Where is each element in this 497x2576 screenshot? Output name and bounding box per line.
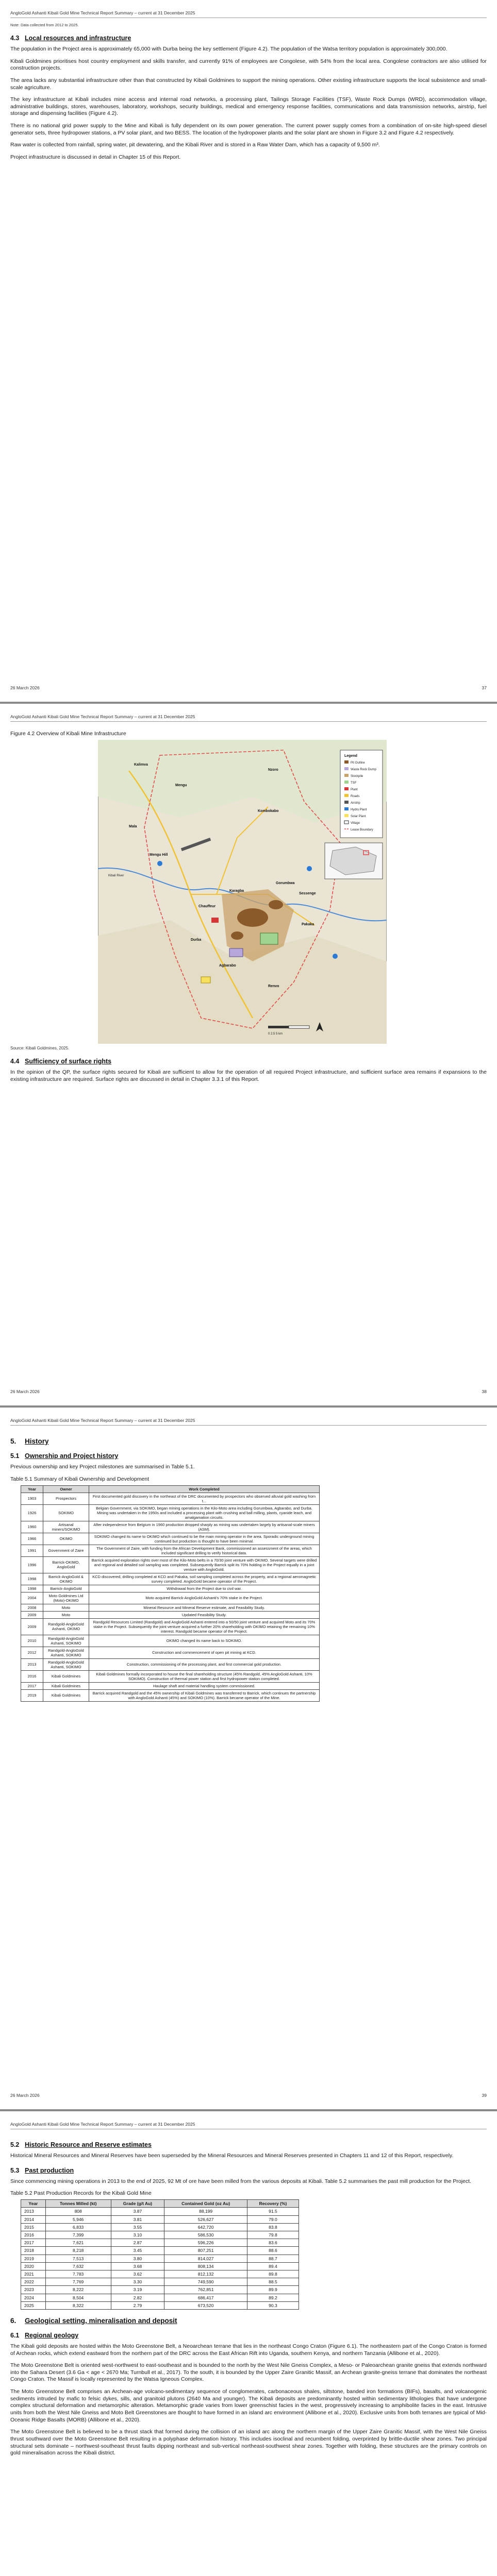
table-cell: 7,632	[45, 2262, 111, 2270]
table-cell: 3.30	[111, 2278, 164, 2286]
table-cell: Moto Goldmines Ltd (Moto)-OKIMO	[43, 1592, 89, 1604]
table-row	[21, 2262, 299, 2270]
table-cell: Moto	[43, 1604, 89, 1611]
table-row	[21, 2270, 299, 2278]
map-label: Durba	[191, 938, 202, 942]
paragraph: Previous ownership and key Project milestones are summarised in Table 5.1.	[10, 1464, 195, 1470]
table-cell: 2018	[21, 2247, 46, 2255]
table-row	[21, 1611, 320, 1618]
table-cell: 2014	[21, 2215, 46, 2223]
ownership-table	[21, 1485, 320, 1702]
table-cell: After independence from Belgium in 1960 production dropped sharply as mining was undertaken largely by artisanal-scale miners (ASM).	[89, 1521, 320, 1533]
legend-swatch	[344, 767, 349, 770]
table-cell: Randgold-AngloGold Ashanti, SOKIMO	[43, 1658, 89, 1670]
legend-item: Pit Outline	[351, 761, 365, 765]
table-cell: 8,322	[45, 2301, 111, 2309]
figure-caption: Figure 4.2 Overview of Kibali Mine Infrastructure	[10, 731, 126, 737]
table-cell: 2009	[21, 1611, 43, 1618]
legend-swatch	[344, 787, 349, 790]
table-cell: 3.87	[111, 2208, 164, 2215]
table-cell: Randgold-AngloGold Ashanti, SOKIMO	[43, 1647, 89, 1658]
table-cell: 2008	[21, 1604, 43, 1611]
chapter-heading-5	[10, 1437, 487, 1445]
chapter-title: History	[25, 1437, 49, 1445]
paragraph: The key infrastructure at Kibali includes mine access and internal road networks, a processing plant, Tailings Storage Facilities (TSF), Waste Rock Dumps (WRD), accommodation village, administrative buildings, stores, warehouses, laboratory, workshops, security buildings, medical and emergency response facilities, communications and data transmission networks, airstrip, fuel storage and dispensing facilities (Figure 4.2).	[10, 96, 487, 117]
section-title: Past production	[25, 2166, 74, 2174]
page-content	[10, 23, 487, 166]
table-row	[21, 2301, 299, 2309]
section-heading-5-2	[10, 2141, 487, 2148]
table-cell: 91.5	[247, 2208, 299, 2215]
section-title: Ownership and Project history	[25, 1452, 119, 1460]
page-header: AngloGold Ashanti Kibali Gold Mine Technical Report Summary – current at 31 December 2025	[10, 10, 195, 15]
table-cell: Randgold-AngloGold Ashanti, SOKIMO	[43, 1635, 89, 1647]
paragraph: Kibali Goldmines prioritises host country employment and skills transfer, and currently 91% of employees are Congolese, with 54% from the local area. Congolese contractors are also utilised for construction projects.	[10, 58, 487, 72]
page-number: 39	[482, 2093, 487, 2098]
table-cell: 673,520	[164, 2301, 247, 2309]
legend-swatch	[344, 760, 349, 764]
map-label: Nzoro	[268, 768, 278, 772]
table-cell: SOKIMO changed its name to OKIMO which continued to be the main mining operator in the area. Sporadic underground mining continued but production is thought to have been minimal.	[89, 1533, 320, 1545]
table-cell: 3.10	[111, 2231, 164, 2239]
table-cell: Construction and commencement of open pit mining at KCD.	[89, 1647, 320, 1658]
map-label: Mengu Hill	[150, 853, 168, 857]
column-header: Recovery (%)	[247, 2200, 299, 2208]
table-row	[21, 1533, 320, 1545]
legend-item: TSF	[351, 782, 357, 785]
map-label: Mengu	[175, 784, 187, 787]
table-cell: Randgold Resources Limited (Randgold) and AngloGold Ashanti entered into a 50/50 joint venture and acquired Moto and its 70% stake in the Project. Subsequently the joint venture acquired a further 20% shareholding with OKIMO retaining the remaining 10% interest. Randgold became operator of the Project.	[89, 1618, 320, 1635]
table-cell: 2024	[21, 2294, 46, 2301]
pit-outline	[237, 908, 268, 927]
table-cell: Kibali Goldmines	[43, 1670, 89, 1682]
table-row	[21, 1604, 320, 1611]
table-row	[21, 1592, 320, 1604]
legend-swatch	[344, 781, 349, 784]
table-row	[21, 1585, 320, 1592]
table-cell: Construction, commissioning of the processing plant, and first commercial gold production.	[89, 1658, 320, 1670]
table-header-row	[21, 1485, 320, 1493]
section-number: 4.3	[10, 35, 20, 42]
production-table	[21, 2199, 299, 2310]
table-cell: SOKIMO	[43, 1504, 89, 1521]
table-cell: 3.45	[111, 2247, 164, 2255]
map-label: Renvo	[268, 985, 279, 988]
table-cell: 8,222	[45, 2286, 111, 2294]
table-row	[21, 1647, 320, 1658]
table-cell: Haulage shaft and material handling system commissioned.	[89, 1682, 320, 1689]
table-row	[21, 2231, 299, 2239]
map-label: Kalimva	[134, 763, 148, 767]
table-cell: 88.5	[247, 2278, 299, 2286]
legend-item: Roads	[351, 795, 360, 798]
ownership-table-body	[21, 1493, 320, 1701]
table-row	[21, 2278, 299, 2286]
hydro-plant	[307, 866, 312, 871]
table-cell: 1903	[21, 1493, 43, 1504]
table-cell: Artisanal miners/SOKIMO	[43, 1521, 89, 1533]
column-header: Year	[21, 1485, 43, 1493]
section-heading-5-1	[10, 1452, 487, 1460]
table-cell: 79.0	[247, 2215, 299, 2223]
table-cell: Withdrawal from the Project due to civil war.	[89, 1585, 320, 1592]
table-cell: 89.9	[247, 2286, 299, 2294]
table-cell: 2.79	[111, 2301, 164, 2309]
table-cell: 3.19	[111, 2286, 164, 2294]
table-row	[21, 1504, 320, 1521]
table-cell: Barrick acquired Randgold and the 45% ownership of Kibali Goldmines was transferred to Barrick, which continues the partnership with AngloGold Ashanti (45%) and SOKIMO (10%). Barrick became operator of the Mine.	[89, 1689, 320, 1701]
table-cell: 6,833	[45, 2223, 111, 2231]
legend-swatch	[344, 814, 349, 817]
chapter-title: Geological setting, mineralisation and deposit	[25, 2316, 177, 2325]
table-row	[21, 1658, 320, 1670]
table-cell: 7,769	[45, 2278, 111, 2286]
table-cell: 2023	[21, 2286, 46, 2294]
table-cell: Randgold-AngloGold Ashanti, OKIMO	[43, 1618, 89, 1635]
section-title: Sufficiency of surface rights	[25, 1058, 112, 1065]
table-cell: 2004	[21, 1592, 43, 1604]
table-cell: 3.80	[111, 2255, 164, 2262]
header-rule	[10, 1425, 487, 1426]
header-rule	[10, 721, 487, 722]
table-cell: 1998	[21, 1573, 43, 1585]
infrastructure-map	[98, 740, 387, 1044]
legend-item: Waste Rock Dump	[351, 768, 376, 771]
section-number: 5.1	[10, 1452, 20, 1460]
table-cell: 7,621	[45, 2239, 111, 2247]
map-svg	[98, 740, 387, 1044]
paragraph: The population in the Project area is approximately 65,000 with Durba being the key settlement (Figure 4.2). The population of the Watsa territory population is approximately 300,000.	[10, 46, 448, 52]
table-cell: The Government of Zaire, with funding from the African Development Bank, commissioned an assessment of the areas, which included significant drilling to verify historical data.	[89, 1545, 320, 1556]
page-header: AngloGold Ashanti Kibali Gold Mine Technical Report Summary – current at 31 December 2025	[10, 1418, 195, 1423]
table-cell: 749,590	[164, 2278, 247, 2286]
table-cell: Kibali Goldmines	[43, 1689, 89, 1701]
page-header: AngloGold Ashanti Kibali Gold Mine Technical Report Summary – current at 31 December 2025	[10, 714, 195, 719]
table-cell: 1966	[21, 1533, 43, 1545]
table-cell: 812,132	[164, 2270, 247, 2278]
table-row	[21, 1682, 320, 1689]
table-cell: 8,504	[45, 2294, 111, 2301]
report-page-37	[0, 0, 497, 702]
paragraph: The Moto Greenstone Belt is believed to be a thrust stack that formed during the collision of an island arc along the northern margin of the Upper Zaire Granitic Massif, with the West Nile Gneiss thrust southward over the Moto Greenstone Belt resulting in a polyphase deformation history. This includes isoclinal and recumbent folding, overprinted by brittle-ductile shear zones. Two principal structural sets dominate – northwest-southeast thrust faults dipping northeast and sub-vertical northeast-southwest shear zones. Together with folding, these structures are the primary controls on gold mineralisation across the Kibali district.	[10, 2429, 487, 2456]
paragraph: Since commencing mining operations in 2013 to the end of 2025, 92 Mt of ore have been milled from the various deposits at Kibali. Table 5.2 summarises the past mill production for the Project.	[10, 2178, 471, 2184]
map-label: Kibali River	[108, 874, 124, 877]
table-row	[21, 2247, 299, 2255]
table-cell: Government of Zaire	[43, 1545, 89, 1556]
map-label: Agbarabo	[219, 964, 236, 968]
table-cell: 7,399	[45, 2231, 111, 2239]
table-cell: Barrick acquired exploration rights over most of the Kilo-Moto belts in a 70/30 joint venture with OKIMO. Several targets were drilled and regional and detailed soil sampling was completed. Subsequently Barrick split its 70% holding in the Project equally in a joint venture with AngloGold.	[89, 1556, 320, 1573]
table-caption: Table 5.1 Summary of Kibali Ownership and Development	[10, 1476, 150, 1482]
table-cell: 83.8	[247, 2223, 299, 2231]
table-note: Note: Data collected from 2012 to 2025.	[10, 23, 79, 27]
column-header: Owner	[43, 1485, 89, 1493]
table-cell: 7,783	[45, 2270, 111, 2278]
page-number: 38	[482, 1389, 487, 1394]
paragraph: Raw water is collected from rainfall, spring water, pit dewatering, and the Kibali River and is stored in a Raw Water Dam, which has a capacity of 9,500 m³.	[10, 142, 380, 148]
table-cell: Moto acquired Barrick-AngloGold Ashanti's 70% stake in the Project.	[89, 1592, 320, 1604]
report-page-40	[0, 2111, 497, 2576]
page-header: AngloGold Ashanti Kibali Gold Mine Technical Report Summary – current at 31 December 2025	[10, 2122, 195, 2127]
table-cell: Kibali Goldmines	[43, 1682, 89, 1689]
table-cell: 2025	[21, 2301, 46, 2309]
report-page-39	[0, 1408, 497, 2109]
table-row	[21, 2239, 299, 2247]
chapter-heading-6	[10, 2317, 487, 2325]
table-cell: 642,720	[164, 2223, 247, 2231]
table-cell: Barrick-AngloGold	[43, 1585, 89, 1592]
page-content	[10, 1430, 487, 1707]
paragraph: There is no national grid power supply to the Mine and Kibali is fully dependent on its own power generation. The current power supply comes from a combination of on-site high-speed diesel generator sets, three hydropower stations, a PV solar plant, and two BESS. The location of the hydropower plants and the solar plant are shown in Figure 3.2 and Figure 4.2 respectively.	[10, 123, 487, 136]
section-number: 4.4	[10, 1058, 20, 1065]
table-cell: 762,851	[164, 2286, 247, 2294]
hydro-plant	[333, 954, 338, 959]
table-row	[21, 1493, 320, 1504]
table-cell: 808	[45, 2208, 111, 2215]
table-cell: 2017	[21, 2239, 46, 2247]
table-row	[21, 1573, 320, 1585]
processing-plant	[211, 918, 219, 923]
table-cell: 686,417	[164, 2294, 247, 2301]
table-cell: OKIMO	[43, 1533, 89, 1545]
paragraph: The Kibali gold deposits are hosted within the Moto Greenstone Belt, a Neoarchean terrane that lies in the northeast Congo Craton (Figure 6.1). The northeastern part of the Congo Craton is formed of Archean rocks, which extend eastward from the northern part of the DRC across the East African Rift into Uganda, southern Kenya, and northern Tanzania (Allibone et al., 2020).	[10, 2343, 487, 2357]
section-number: 6.1	[10, 2331, 20, 2339]
legend-swatch	[344, 821, 349, 824]
paragraph: Historical Mineral Resources and Mineral Reserves have been superseded by the Mineral Resources and Mineral Reserves presented in Chapters 11 and 12 of this Report, respectively.	[10, 2153, 454, 2159]
table-cell: 2021	[21, 2270, 46, 2278]
table-cell: First documented gold discovery in the northeast of the DRC documented by prospectors who observed alluvial gold washing from t...	[89, 1493, 320, 1504]
table-cell: 526,627	[164, 2215, 247, 2223]
legend-item: Solar Plant	[351, 815, 366, 818]
hydro-plant	[157, 861, 162, 866]
table-cell: 79.8	[247, 2231, 299, 2239]
table-cell: 2016	[21, 2231, 46, 2239]
page-number: 37	[482, 685, 487, 690]
table-cell: Prospectors	[43, 1493, 89, 1504]
table-cell: 2016	[21, 1670, 43, 1682]
table-cell: Updated Feasibility Study.	[89, 1611, 320, 1618]
table-cell: 2.82	[111, 2294, 164, 2301]
footer-date: 26 March 2026	[10, 685, 40, 690]
section-heading-4-3	[10, 35, 487, 42]
column-header: Contained Gold (oz Au)	[164, 2200, 247, 2208]
scale-bar	[289, 1026, 309, 1028]
table-cell: 2020	[21, 2262, 46, 2270]
legend-swatch	[344, 794, 349, 797]
table-cell: 2019	[21, 1689, 43, 1701]
table-cell: 3.62	[111, 2270, 164, 2278]
table-row	[21, 1556, 320, 1573]
section-heading-4-4	[10, 1058, 487, 1065]
table-cell: 814,027	[164, 2255, 247, 2262]
table-row	[21, 2208, 299, 2215]
table-cell: 89.8	[247, 2270, 299, 2278]
table-cell: 88.7	[247, 2255, 299, 2262]
table-row	[21, 2223, 299, 2231]
table-cell: Barrick-AngloGold & OKIMO	[43, 1573, 89, 1585]
figure-source: Source: Kibali Goldmines, 2025.	[10, 1046, 70, 1050]
table-cell: 3.55	[111, 2223, 164, 2231]
table-cell: 586,530	[164, 2231, 247, 2239]
table-cell: 7,513	[45, 2255, 111, 2262]
map-label: Sessenge	[299, 892, 316, 895]
section-heading-6-1	[10, 2332, 487, 2339]
paragraph: In the opinion of the QP, the surface rights secured for Kibali are sufficient to allow for the operation of all required Project infrastructure, and sufficient surface area remains if expansions to the existing infrastructure are required. Surface rights are discussed in detail in Chapter 3.3.1 of this Report.	[10, 1069, 487, 1082]
paragraph: The area lacks any substantial infrastructure other than that constructed by Kibali Goldmines to support the mining operations. Other existing infrastructure supports the local subsistence and small-scale agriculture.	[10, 77, 487, 91]
map-label: Pakaka	[302, 923, 314, 926]
table-cell: Barrick-OKIMO, AngloGold	[43, 1556, 89, 1573]
table-cell: 2010	[21, 1635, 43, 1647]
paragraph: The Moto Greenstone Belt comprises an Archean-age volcano-sedimentary sequence of conglomerates, carbonaceous shales, siltstone, banded iron formations (BIFs), basalts, and volcanogenic sediments intruded by mafic to felsic dykes, sills, and granitoid plutons (2640 Ma and younger). The Kibali deposits are predominantly hosted within sedimentary lithologies that have undergone complex structural deformation and metamorphic alteration. Metamorphic grade varies from lower greenschist facies in the west, progressively increasing to amphibolite facies in the east. Intrusive units from both the West Nile Gneiss and Moto Belt Greenstones are thought to have formed in an island arc environment (Allibone et al., 2020). Exclusive units from both terranes are typical of Mid-Oceanic Ridge Basalts (MORB) (Allibone et al., 2020).	[10, 2388, 487, 2423]
table-header-row	[21, 2200, 299, 2208]
legend-item: Plant	[351, 788, 358, 791]
table-caption: Table 5.2 Past Production Records for the Kibali Gold Mine	[10, 2190, 152, 2197]
table-row	[21, 1689, 320, 1701]
legend-item: Hydro Plant	[351, 808, 367, 811]
table-cell: 2.87	[111, 2239, 164, 2247]
table-cell: Moto	[43, 1611, 89, 1618]
table-cell: 1998	[21, 1585, 43, 1592]
chapter-number: 6.	[10, 2316, 16, 2325]
map-label: Mala	[129, 825, 137, 828]
table-cell: 90.3	[247, 2301, 299, 2309]
report-page-38	[0, 704, 497, 1405]
table-cell: KCD discovered, drilling completed at KCD and Pakaka, soil sampling completed across the property, and a regional aeromagnetic survey completed. AngloGold became operator of the Project.	[89, 1573, 320, 1585]
column-header: Grade (g/t Au)	[111, 2200, 164, 2208]
column-header: Tonnes Milled (kt)	[45, 2200, 111, 2208]
table-cell: 83.6	[247, 2239, 299, 2247]
table-cell: 88.6	[247, 2247, 299, 2255]
table-cell: 1926	[21, 1504, 43, 1521]
page-content	[10, 2134, 487, 2462]
table-cell: Kibali Goldmines formally incorporated to house the final shareholding structure (45% Randgold, 45% AngloGold Ashanti, 10% SOKIMO). Construction of thermal power station and first hydropower station completed.	[89, 1670, 320, 1682]
paragraph: Project infrastructure is discussed in detail in Chapter 15 of this Report.	[10, 154, 181, 161]
page-content	[10, 726, 487, 1088]
table-cell: 1996	[21, 1556, 43, 1573]
table-cell: 1960	[21, 1521, 43, 1533]
map-label: Kombokabo	[258, 809, 279, 813]
table-row	[21, 1545, 320, 1556]
table-cell: 1991	[21, 1545, 43, 1556]
section-title: Local resources and infrastructure	[25, 35, 131, 42]
table-row	[21, 2286, 299, 2294]
table-cell: 596,226	[164, 2239, 247, 2247]
table-row	[21, 1521, 320, 1533]
table-cell: 808,134	[164, 2262, 247, 2270]
table-cell: 2015	[21, 2223, 46, 2231]
map-label: Karagba	[229, 889, 244, 893]
legend-item: Airstrip	[351, 802, 360, 805]
table-row	[21, 1618, 320, 1635]
column-header: Year	[21, 2200, 46, 2208]
table-cell: 2019	[21, 2255, 46, 2262]
legend-item: Lease Boundary	[351, 828, 373, 832]
scale-label: 0 2.5 5 km	[268, 1032, 283, 1036]
column-header: Work Completed	[89, 1485, 320, 1493]
table-cell: 807,251	[164, 2247, 247, 2255]
table-cell: 89.2	[247, 2294, 299, 2301]
table-cell: 2012	[21, 1647, 43, 1658]
solar-plant	[201, 977, 210, 983]
legend-item: Village	[351, 822, 360, 825]
legend-title: Legend	[344, 754, 357, 758]
footer-date: 26 March 2026	[10, 1389, 40, 1394]
production-table-body	[21, 2208, 299, 2309]
table-cell: Belgian Government, via SOKIMO, began mining operations in the Kilo-Moto area including Gorumbwa, Agbarabo, and Durba. Mining was undertaken in the 1950s and included a processing plant with crushing and ball milling, plants, cyanide leach, and amalgamation circuits.	[89, 1504, 320, 1521]
table-cell: 2013	[21, 1658, 43, 1670]
table-cell: 2013	[21, 2208, 46, 2215]
table-cell: Mineral Resource and Mineral Reserve estimate, and Feasibility Study.	[89, 1604, 320, 1611]
paragraph: The Moto Greenstone Belt is oriented west-northwest to east-southeast and is bounded to the north by the West Nile Gneiss Complex, a Meso- or Paleoarchean granite gneiss that extends northward into the Sahara Desert (3.6 Ga < age < 2670 Ma; Turnbull et al., 2017). To the south, it is bounded by the Upper Zaire Granitic Massif, an Archean granite-gneiss terrane that dominates the northeast Congo Craton. The Massif is locally represented by the Watsa Igneous Complex.	[10, 2362, 487, 2383]
legend-swatch	[344, 801, 349, 804]
section-heading-5-3	[10, 2167, 487, 2174]
table-row	[21, 2255, 299, 2262]
pit-outline	[269, 900, 283, 909]
section-title: Historic Resource and Reserve estimates	[25, 2141, 152, 2148]
section-number: 5.3	[10, 2166, 20, 2174]
footer-date: 26 March 2026	[10, 2093, 40, 2098]
map-label: Chauffeur	[198, 905, 216, 908]
table-cell: 2017	[21, 1682, 43, 1689]
table-row	[21, 2215, 299, 2223]
table-row	[21, 1635, 320, 1647]
pit-outline	[231, 931, 243, 940]
table-cell: 88,199	[164, 2208, 247, 2215]
section-title: Regional geology	[25, 2331, 79, 2339]
table-row	[21, 1670, 320, 1682]
map-label: Gorumbwa	[276, 882, 295, 885]
table-cell: 2009	[21, 1618, 43, 1635]
table-cell: 8,218	[45, 2247, 111, 2255]
legend-swatch	[344, 807, 349, 810]
legend-item: Stockpile	[351, 775, 363, 778]
section-number: 5.2	[10, 2141, 20, 2148]
table-cell: 2022	[21, 2278, 46, 2286]
table-cell: 3.68	[111, 2262, 164, 2270]
table-cell: 89.4	[247, 2262, 299, 2270]
legend-swatch	[344, 774, 349, 777]
table-row	[21, 2294, 299, 2301]
tsf	[260, 933, 278, 944]
table-cell: 3.81	[111, 2215, 164, 2223]
chapter-number: 5.	[10, 1437, 16, 1445]
waste-rock-dump	[229, 948, 243, 957]
table-cell: 5,946	[45, 2215, 111, 2223]
table-cell: OKIMO changed its name back to SOKIMO.	[89, 1635, 320, 1647]
